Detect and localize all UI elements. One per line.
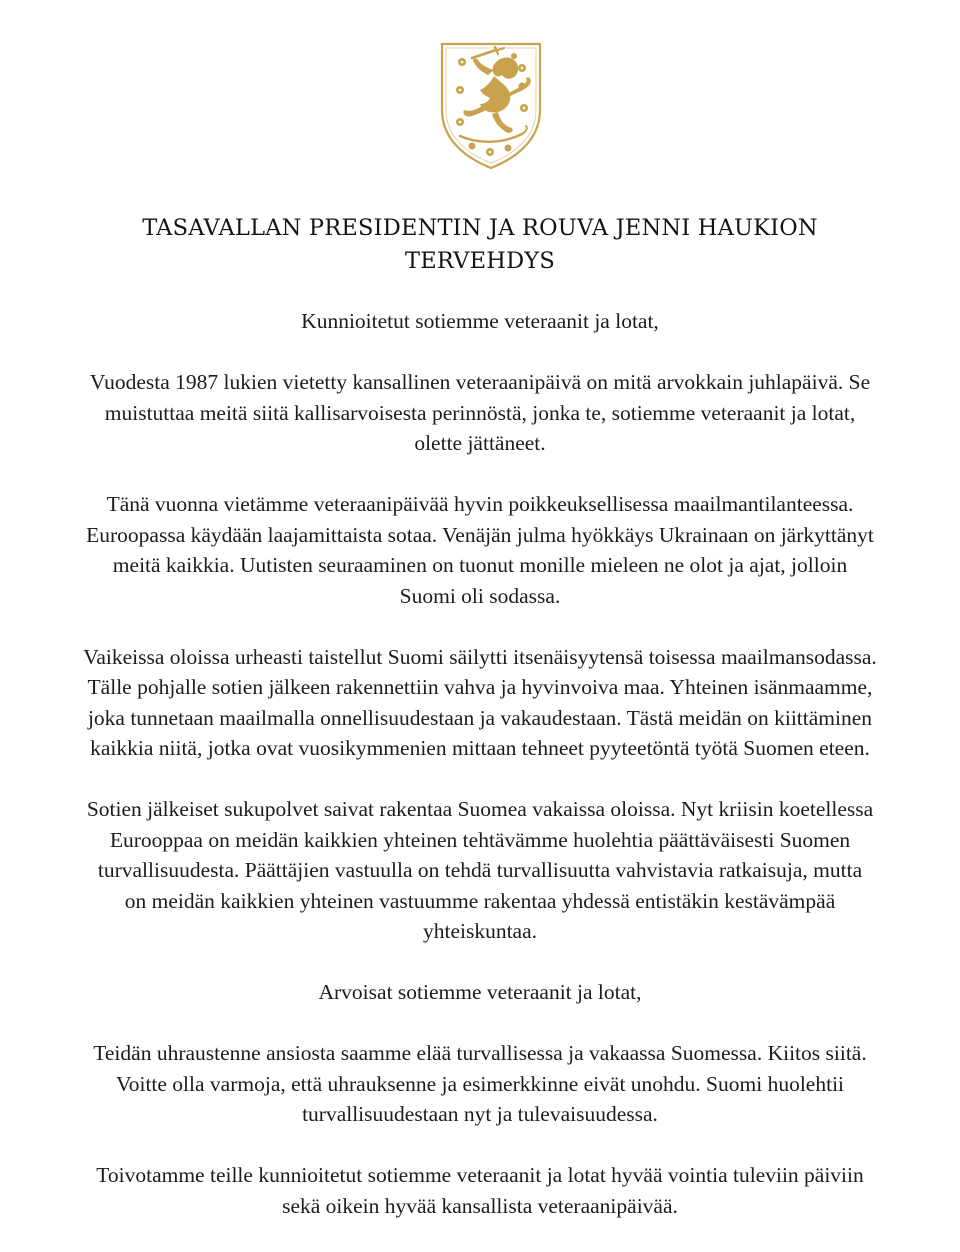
paragraph-line: Tälle pohjalle sotien jälkeen rakennettiin vahva ja hyvinvoiva maa. Yhteinen isänmaamme,: [87, 675, 873, 699]
paragraph-6: [40, 1160, 920, 1221]
paragraph-line: Teidän uhraustenne ansiosta saamme elää turvallisessa ja vakaassa Suomessa. Kiitos siitä.: [93, 1041, 867, 1065]
paragraph-line: joka tunnetaan maailmalla onnellisuudestaan ja vakaudestaan. Tästä meidän on kiittäminen: [87, 705, 873, 730]
paragraph-line: Sotien jälkeiset sukupolvet saivat rakentaa Suomea vakaissa oloissa. Nyt kriisin koetellessa: [86, 797, 874, 821]
paragraph-2: [40, 489, 920, 611]
paragraph-4: [40, 794, 920, 947]
paragraph-line: muistuttaa meitä siitä kallisarvoisesta perinnöstä, jonka te, sotiemme veteraanit ja lotat,: [104, 400, 856, 425]
paragraph-line: on meidän kaikkien yhteinen vastuumme rakentaa yhdessä entistäkin kestävämpää: [124, 888, 836, 913]
paragraph-line: turvallisuudestaan nyt ja tulevaisuudessa.: [302, 1102, 658, 1126]
salutation-text: Kunnioitetut sotiemme veteraanit ja lotat,: [301, 309, 659, 333]
second-salutation-text: Arvoisat sotiemme veteraanit ja lotat,: [318, 980, 642, 1004]
paragraph-line: olette jättäneet.: [414, 431, 546, 455]
letter-body: [40, 306, 920, 1252]
paragraph-line: yhteiskuntaa.: [422, 919, 538, 943]
paragraph-line: Suomi oli sodassa.: [399, 583, 561, 608]
paragraph-line: sekä oikein hyvää kansallista veteraanipäivää.: [282, 1193, 678, 1218]
paragraph-3: [40, 642, 920, 764]
paragraph-line: Eurooppaa on meidän kaikkien yhteinen tehtävämme huolehtia päättäväisesti Suomen: [109, 827, 851, 852]
paragraph-line: Vaikeissa oloissa urheasti taistellut Suomi säilytti itsenäisyytensä toisessa maailmansodassa.: [83, 644, 877, 669]
paragraph-line: Euroopassa käydään laajamittaista sotaa. Venäjän julma hyökkäys Ukrainaan on järkyttänyt: [86, 522, 874, 547]
title-line-1: TASAVALLAN PRESIDENTIN JA ROUVA JENNI HAUKION: [142, 215, 818, 241]
finnish-coat-of-arms-icon: [438, 40, 544, 172]
paragraph-line: meitä kaikkia. Uutisten seuraaminen on tuonut monille mieleen ne olot ja ajat, jolloin: [112, 553, 848, 577]
paragraph-line: Tänä vuonna vietämme veteraanipäivää hyvin poikkeuksellisessa maailmantilanteessa.: [106, 492, 854, 516]
page-title: [0, 212, 960, 278]
salutation: [40, 306, 920, 337]
second-salutation: [40, 977, 920, 1008]
paragraph-5: [40, 1038, 920, 1130]
paragraph-line: Voitte olla varmoja, että uhrauksenne ja esimerkkinne eivät unohdu. Suomi huolehtii: [115, 1071, 845, 1096]
paragraph-1: [40, 367, 920, 459]
title-line-2: TERVEHDYS: [405, 248, 555, 274]
paragraph-line: Toivotamme teille kunnioitetut sotiemme veteraanit ja lotat hyvää vointia tuleviin päiviin: [96, 1163, 864, 1187]
paragraph-line: turvallisuudesta. Päättäjien vastuulla on tehdä turvallisuutta vahvistavia ratkaisuja, mutta: [97, 858, 863, 882]
paragraph-line: kaikkia niitä, jotka ovat vuosikymmenien mittaan tehneet pyyteetöntä työtä Suomen eteen.: [90, 736, 870, 760]
paragraph-line: Vuodesta 1987 lukien vietetty kansallinen veteraanipäivä on mitä arvokkain juhlapäivä. Se: [89, 370, 871, 394]
